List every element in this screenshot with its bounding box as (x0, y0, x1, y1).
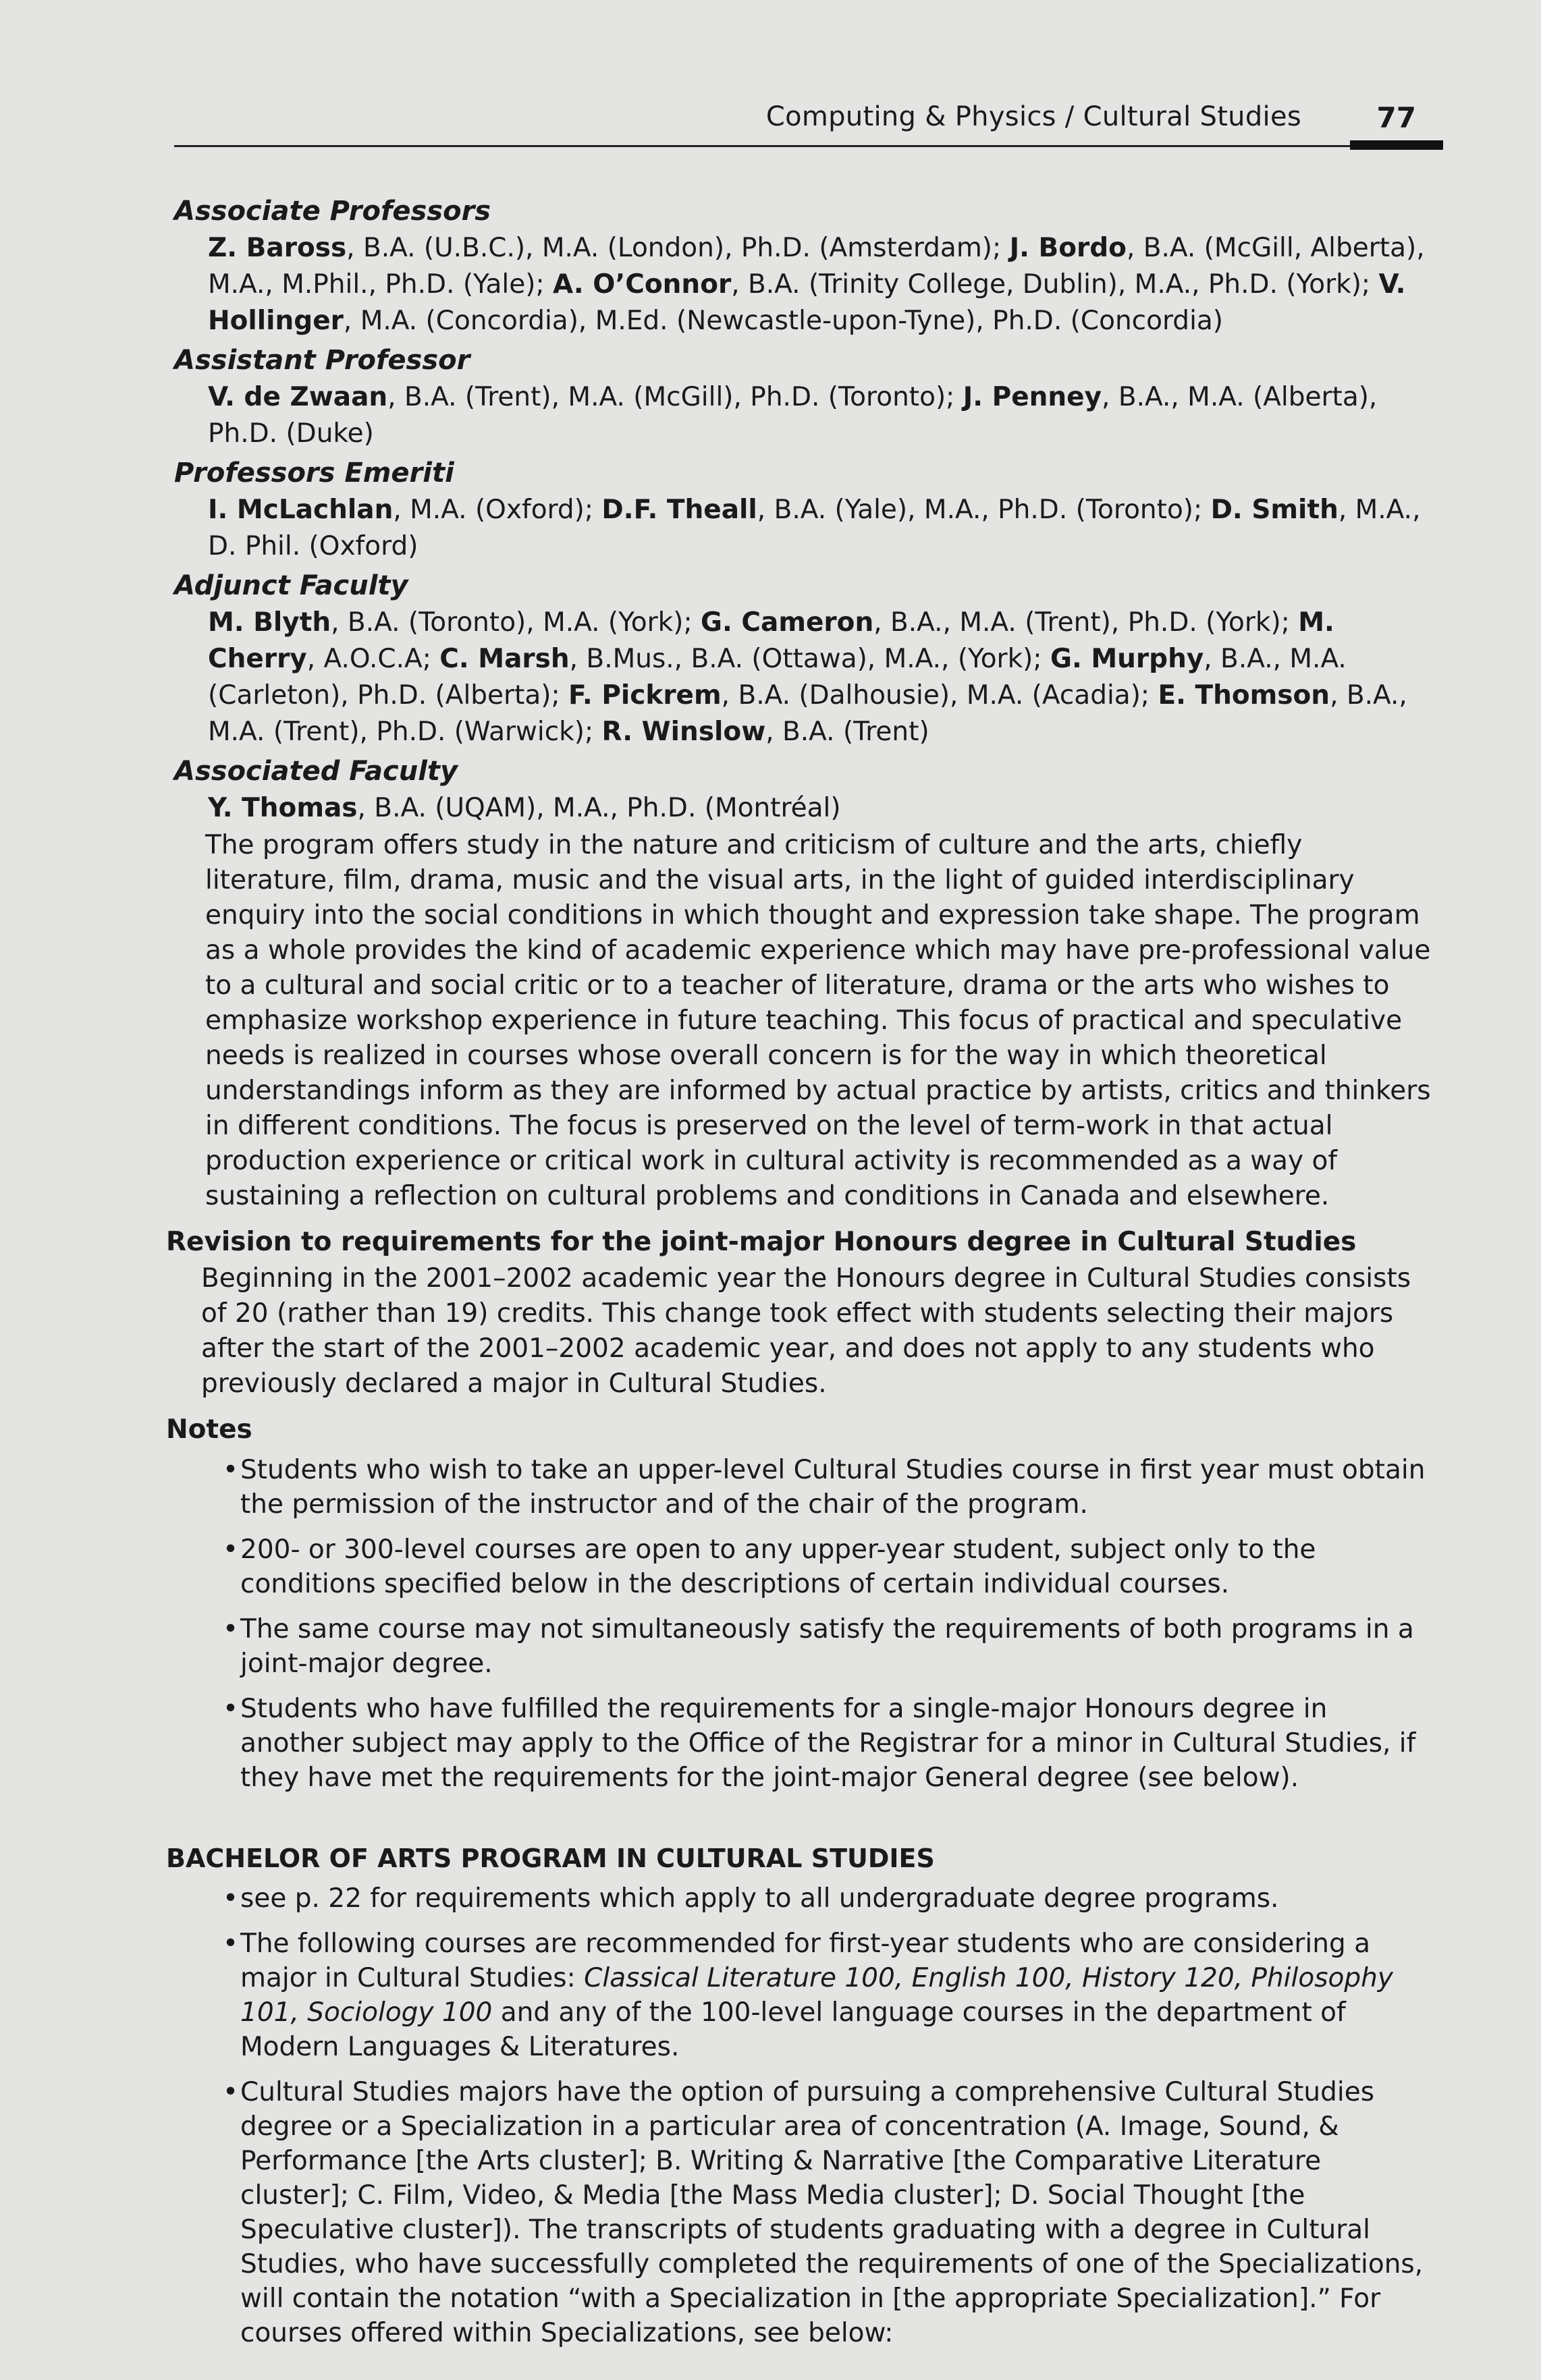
faculty-list-associate (208, 230, 1435, 339)
list-item: • 200- or 300-level courses are open to any upper-year student, subject only to the conditions specified below in the descriptions of certain individual courses. (223, 1532, 1435, 1601)
faculty-credentials: , B.A. (U.B.C.), M.A. (London), Ph.D. (Amsterdam); (346, 233, 1010, 263)
faculty-name: C. Marsh (439, 644, 570, 674)
faculty-name: I. McLachlan (208, 495, 394, 525)
faculty-name: G. Murphy (1050, 644, 1204, 674)
revision-heading: Revision to requirements for the joint-major Honours degree in Cultural Studies (166, 1227, 1357, 1257)
list-item: • see p. 22 for requirements which apply to all undergraduate degree programs. (223, 1881, 1435, 1916)
faculty-credentials: , M.A. (Concordia), M.Ed. (Newcastle-upon-Tyne), Ph.D. (Concordia) (343, 306, 1224, 336)
page-number: 77 (1376, 101, 1416, 134)
ba-program-heading: BACHELOR OF ARTS PROGRAM IN CULTURAL STUDIES (166, 1844, 935, 1873)
list-item: • Students who wish to take an upper-level Cultural Studies course in first year must obtain the permission of the instructor and of the chair of the program. (223, 1453, 1435, 1522)
faculty-name: D.F. Theall (601, 495, 757, 525)
faculty-list-associated (208, 790, 1435, 827)
faculty-credentials: , B.A. (UQAM), M.A., Ph.D. (Montréal) (357, 793, 841, 823)
faculty-credentials: , B.A., M.A. (Trent), Ph.D. (Warwick); (208, 680, 1407, 747)
faculty-list-assistant (208, 379, 1435, 452)
faculty-credentials: , B.A. (Dalhousie), M.A. (Acadia); (721, 680, 1158, 711)
faculty-credentials: , B.A. (Trent), M.A. (McGill), Ph.D. (Toronto); (387, 382, 963, 412)
recommended-courses-tail: and any of the 100-level language courses in the department of Modern Languages & Literatures. (240, 1997, 1346, 2062)
faculty-list-adjunct (208, 605, 1435, 750)
faculty-name: M. Blyth (208, 607, 331, 638)
faculty-name: F. Pickrem (568, 680, 722, 711)
recommended-courses-lead: The following courses are recommended for first-year students who are considering a major in Cultural Studies: (240, 1929, 1371, 1993)
revision-body: Beginning in the 2001–2002 academic year the Honours degree in Cultural Studies consists of 20 (rather than 19) credits. This change took effect with students selecting their majors after the start of the 2001–2002 academic year, and does not apply to any students who previously declared a major in Cultural Studies. (201, 1263, 1411, 1399)
faculty-name: Y. Thomas (208, 793, 358, 823)
faculty-credentials: , B.A., M.A. (Carleton), Ph.D. (Alberta); (208, 644, 1347, 711)
faculty-name: J. Bordo (1009, 233, 1127, 263)
header-rule-block (1350, 140, 1443, 150)
faculty-name: D. Smith (1210, 495, 1339, 525)
faculty-name: E. Thomson (1158, 680, 1330, 711)
faculty-name: Z. Baross (208, 233, 347, 263)
faculty-list-emeriti (208, 492, 1435, 565)
main-content (166, 190, 1435, 2361)
faculty-credentials: , A.O.C.A; (306, 644, 440, 674)
faculty-credentials: , B.A., M.A. (Trent), Ph.D. (York); (873, 607, 1299, 638)
faculty-name: R. Winslow (601, 717, 766, 747)
faculty-credentials: , B.A. (Yale), M.A., Ph.D. (Toronto); (757, 495, 1211, 525)
faculty-credentials: , M.A. (Oxford); (393, 495, 602, 525)
notes-heading: Notes (166, 1414, 252, 1445)
header-rule (174, 145, 1443, 147)
list-item (223, 1927, 1435, 2064)
running-header (174, 101, 1443, 155)
faculty-credentials: , M.A., D. Phil. (Oxford) (208, 495, 1421, 561)
list-item: • The same course may not simultaneously satisfy the requirements of both programs in a joint-major degree. (223, 1612, 1435, 1681)
program-description: The program offers study in the nature and criticism of culture and the arts, chiefly literature, film, drama, music and the visual arts, in the light of guided interdisciplinary enquiry into the social conditions in which thought and expression take shape. The program as a whole provides the kind of academic experience which may have pre-professional value to a cultural and social critic or to a teacher of literature, drama or the arts who wishes to emphasize workshop experience in future teaching. This focus of practical and speculative needs is realized in courses whose overall concern is for the way in which theoretical understandings inform as they are informed by actual practice by artists, critics and thinkers in different conditions. The focus is preserved on the level of term-work in that actual production experience or critical work in cultural activity is recommended as a way of sustaining a reflection on cultural problems and conditions in Canada and elsewhere. (205, 830, 1431, 1211)
list-item: • Students who have fulfilled the requirements for a single-major Honours degree in another subject may apply to the Office of the Registrar for a minor in Cultural Studies, if they have met the requirements for the joint-major General degree (see below). (223, 1692, 1435, 1795)
faculty-credentials: , B.A. (Trent) (765, 717, 929, 747)
faculty-name: A. O’Connor (552, 269, 732, 300)
faculty-name: G. Cameron (701, 607, 874, 638)
faculty-credentials: , B.A. (Toronto), M.A. (York); (331, 607, 701, 638)
rank-heading-associate: Associate Professors (174, 196, 491, 227)
faculty-credentials: , B.Mus., B.A. (Ottawa), M.A., (York); (569, 644, 1050, 674)
faculty-credentials: , B.A., M.A. (Alberta), Ph.D. (Duke) (208, 382, 1378, 449)
faculty-name: M. Cherry (208, 607, 1334, 674)
faculty-name: J. Penney (963, 382, 1102, 412)
rank-heading-assistant: Assistant Professor (174, 345, 470, 376)
list-item: • Cultural Studies majors have the option of pursuing a comprehensive Cultural Studies degree or a Specialization in a particular area of concentration (A. Image, Sound, & Performance [the Arts cluster]; B. Writing & Narrative [the Comparative Literature cluster]; C. Film, Video, & Media [the Mass Media cluster]; D. Social Thought [the Speculative cluster]). The transcripts of students graduating with a degree in Cultural Studies, who have successfully completed the requirements of one of the Specializations, will contain the notation “with a Specialization in [the appropriate Specialization].” For courses offered within Specializations, see below: (223, 2075, 1435, 2350)
notes-list (166, 1453, 1435, 1795)
rank-heading-adjunct: Adjunct Faculty (174, 570, 408, 601)
faculty-credentials: , B.A. (Trinity College, Dublin), M.A., Ph.D. (York); (731, 269, 1379, 300)
faculty-name: V. de Zwaan (208, 382, 388, 412)
ba-program-list (166, 1881, 1435, 2350)
rank-heading-emeriti: Professors Emeriti (174, 458, 454, 489)
rank-heading-associated: Associated Faculty (174, 756, 458, 787)
header-title: Computing & Physics / Cultural Studies (765, 101, 1301, 132)
faculty-name: V. Hollinger (208, 269, 1406, 336)
recommended-courses: Classical Literature 100, English 100, History 120, Philosophy 101, Sociology 100 (240, 1963, 1393, 2028)
faculty-credentials: , B.A. (McGill, Alberta), M.A., M.Phil., Ph.D. (Yale); (208, 233, 1425, 300)
